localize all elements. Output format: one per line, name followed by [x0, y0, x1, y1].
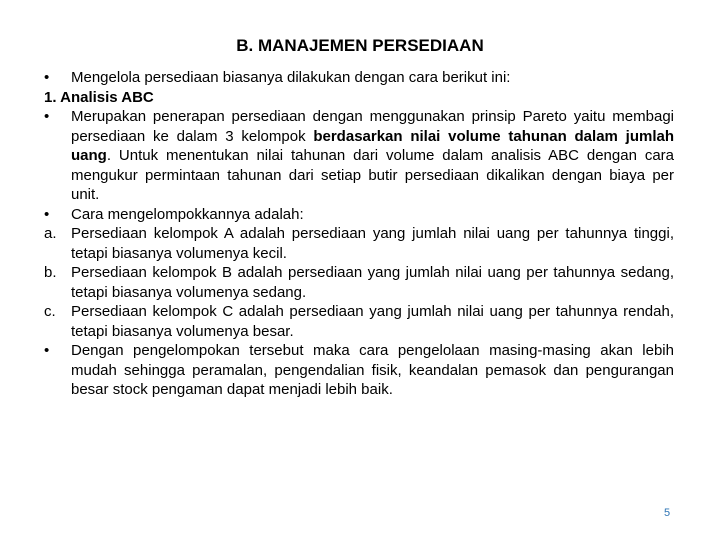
bullet-marker: •	[44, 108, 50, 125]
list-item-group-b	[44, 263, 674, 302]
list-marker: b.	[44, 264, 57, 281]
slide-title: B. MANAJEMEN PERSEDIAAN	[236, 36, 484, 55]
bullet-text: Mengelola persediaan biasanya dilakukan dengan cara berikut ini:	[71, 69, 511, 86]
list-text: Persediaan kelompok B adalah persediaan yang jumlah nilai uang per tahunnya sedang, tetapi biasanya volumenya sedang.	[71, 264, 674, 301]
heading-text: 1. Analisis ABC	[44, 88, 154, 106]
bullet-text: Cara mengelompokkannya adalah:	[71, 205, 304, 223]
bullet-abc-definition	[44, 107, 674, 205]
page-number: 5	[664, 507, 671, 519]
bullet-conclusion	[44, 341, 674, 400]
bold-emphasis: berdasarkan nilai volume tahunan dalam jumlah uang	[71, 127, 674, 164]
bullet-group-intro	[44, 205, 674, 225]
bullet-intro	[44, 68, 674, 88]
list-item-group-a	[44, 224, 674, 263]
list-marker: c.	[44, 303, 56, 320]
bullet-marker: •	[44, 205, 50, 223]
list-marker: a.	[44, 225, 57, 242]
bullet-text: Merupakan penerapan persediaan dengan menggunakan prinsip Pareto yaitu membagi persediaan ke dalam 3 kelompok	[71, 108, 674, 145]
section-heading	[44, 88, 674, 108]
bullet-text-continued: . Untuk menentukan nilai tahunan dari volume dalam analisis ABC dengan cara mengukur permintaan tahunan dari setiap butir persediaan dikalikan dengan biaya per unit.	[71, 147, 674, 203]
bullet-text: Dengan pengelompokan tersebut maka cara pengelolaan masing-masing akan lebih mudah sehingga peramalan, pengendalian fisik, keandalan pemasok dan pengurangan besar stock pengaman dapat menjadi lebih baik.	[71, 342, 674, 398]
bullet-marker: •	[44, 342, 50, 359]
list-text: Persediaan kelompok C adalah persediaan yang jumlah nilai uang per tahunnya rendah, tetapi biasanya volumenya besar.	[71, 303, 674, 340]
slide-body	[44, 68, 674, 400]
bullet-marker: •	[44, 69, 50, 86]
list-text: Persediaan kelompok A adalah persediaan yang jumlah nilai uang per tahunnya tinggi, tetapi biasanya volumenya kecil.	[71, 225, 674, 262]
list-item-group-c	[44, 302, 674, 341]
